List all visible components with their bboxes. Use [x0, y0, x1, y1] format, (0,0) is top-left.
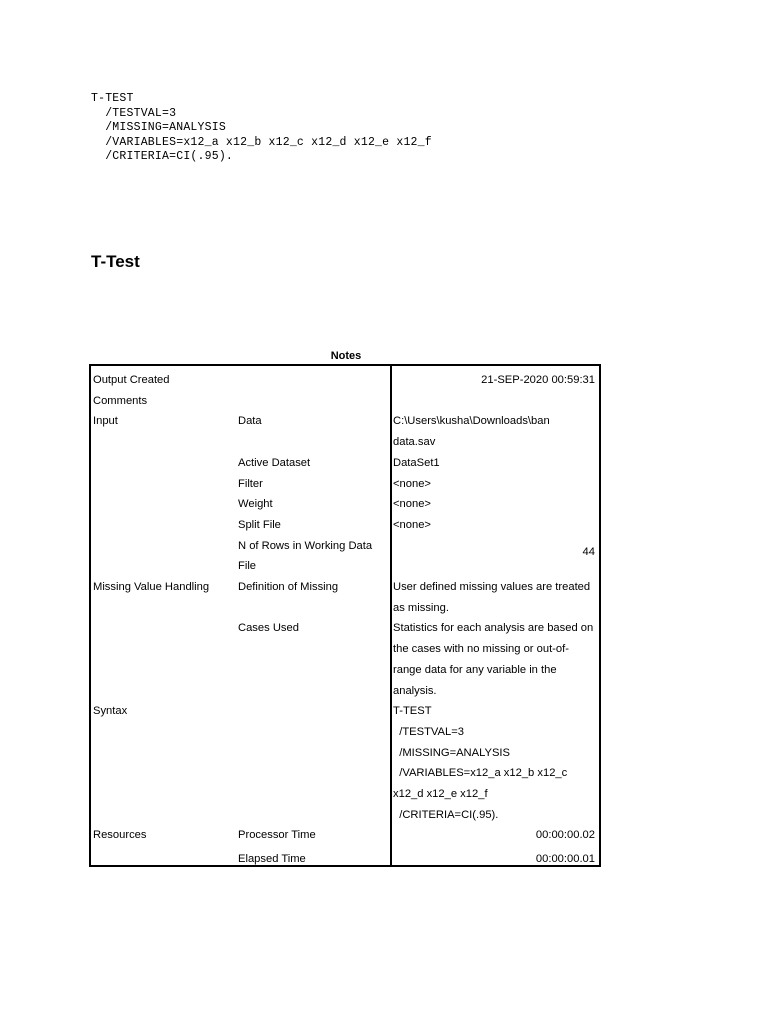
syntax-line: /TESTVAL=3 [91, 106, 177, 120]
table-row [91, 701, 599, 722]
table-cell-c3: analysis. [393, 684, 437, 697]
table-cell-c1: Comments [93, 394, 148, 407]
table-cell-c3: the cases with no missing or out-of- [393, 643, 569, 656]
table-cell-c2: N of Rows in Working Data [238, 539, 373, 552]
table-row [91, 556, 599, 577]
table-row [91, 784, 599, 805]
table-cell-c2: Cases Used [238, 622, 299, 635]
syntax-line: /CRITERIA=CI(.95). [91, 150, 234, 163]
table-cell-c3: Statistics for each analysis are based on [393, 622, 594, 635]
syntax-line: T-TEST [91, 92, 134, 105]
table-cell-c1: Missing Value Handling [93, 581, 210, 593]
table-cell-c3: /VARIABLES=x12_a x12_b x12_c [393, 767, 568, 780]
table-cell-c1: Resources [93, 829, 147, 842]
table-cell-c3: User defined missing values are treated [393, 581, 591, 593]
table-row [91, 598, 599, 619]
table-row [91, 722, 599, 743]
syntax-line: /VARIABLES=x12_a x12_b x12_c x12_d x12_e x12_f [91, 135, 432, 149]
table-cell-c3: data.sav [393, 436, 436, 449]
table-cell-c3: DataSet1 [393, 456, 440, 469]
section-title: T-Test [91, 252, 140, 271]
table-row [91, 618, 599, 639]
table-row [91, 411, 599, 432]
table-row [91, 681, 599, 702]
n-rows-value: 44 [582, 546, 595, 558]
table-cell-c3: as missing. [393, 601, 449, 614]
table-cell-c2: Definition of Missing [238, 581, 339, 593]
table-cell-c3: 21-SEP-2020 00:59:31 [481, 374, 595, 386]
table-cell-c2: Active Dataset [238, 456, 311, 469]
table-cell-c3: <none> [393, 518, 431, 531]
syntax-line: /MISSING=ANALYSIS [91, 121, 226, 134]
table-cell-c2: Elapsed Time [238, 853, 306, 866]
table-cell-c3: T-TEST [393, 705, 432, 718]
table-row [91, 849, 599, 870]
table-cell-c3: 00:00:00.01 [535, 853, 595, 866]
table-row [91, 536, 599, 557]
table-cell-c2: File [238, 560, 257, 573]
table-row [91, 577, 599, 598]
table-row [91, 743, 599, 764]
table-row [91, 432, 599, 453]
table-row [91, 474, 599, 495]
table-cell-c3: C:\Users\kusha\Downloads\ban [393, 415, 550, 428]
notes-table [89, 364, 601, 867]
table-cell-c2: Weight [238, 498, 273, 511]
table-cell-c3: /TESTVAL=3 [393, 725, 464, 738]
table-cell-c2: Data [238, 415, 262, 428]
table-row [91, 515, 599, 536]
table-cell-c3: <none> [393, 477, 431, 490]
table-row [91, 763, 599, 784]
table-cell-c1: Syntax [93, 705, 128, 718]
table-cell-c3: <none> [393, 498, 431, 511]
table-row [91, 370, 599, 391]
table-row [91, 639, 599, 660]
table-cell-c1: Input [93, 415, 118, 428]
table-cell-c2: Processor Time [238, 829, 316, 842]
table-cell-c3: range data for any variable in the [393, 663, 557, 676]
table-cell-c3: 00:00:00.02 [535, 829, 595, 842]
table-cell-c2: Filter [238, 477, 263, 490]
table-row [91, 453, 599, 474]
syntax-block [91, 92, 432, 165]
table-cell-c2: Split File [238, 518, 281, 531]
table-row [91, 825, 599, 846]
table-cell-c3: /CRITERIA=CI(.95). [393, 808, 499, 821]
table-row [91, 391, 599, 412]
table-cell-c1: Output Created [93, 374, 170, 386]
table-cell-c3: /MISSING=ANALYSIS [393, 746, 510, 759]
table-caption: Notes [330, 350, 362, 362]
table-cell-c3: x12_d x12_e x12_f [393, 788, 488, 800]
table-row [91, 805, 599, 826]
table-row [91, 660, 599, 681]
table-row [91, 494, 599, 515]
